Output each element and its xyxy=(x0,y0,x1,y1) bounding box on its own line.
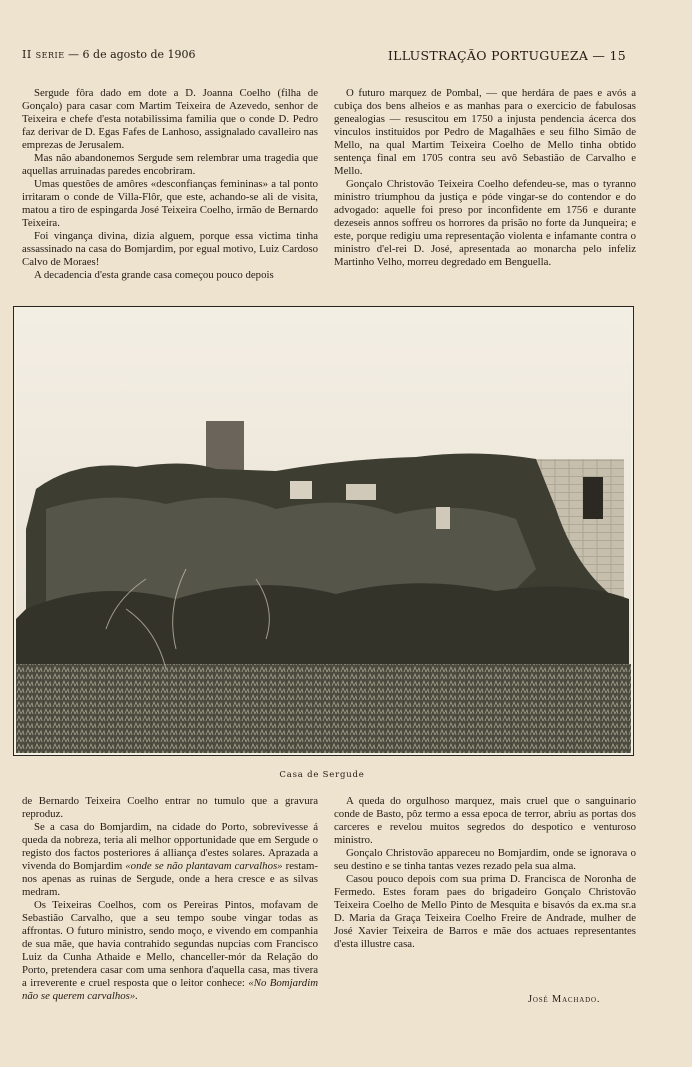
publication-title: ILLUSTRAÇÃO PORTUGUEZA — 15 xyxy=(387,48,626,63)
photo-frame xyxy=(13,306,634,756)
serie-label: II serie xyxy=(22,48,65,61)
paragraph: Sergude fôra dado em dote a D. Joanna Coelho (filha de Gonçalo) para casar com Martim Teixeira de Azevedo, senhor de Teixeira e chefe d'esta notabilissima familia que o conde D. Pedro faz derivar de D. Egas Fafes de Lanhoso, assignalado cavalleiro nas emprezas de Jerusalem. xyxy=(22,87,318,151)
paragraph: Mas não abandonemos Sergude sem relembrar uma tragedia que aquellas arruinadas paredes encobriram. xyxy=(22,152,318,177)
issue-info xyxy=(22,48,196,61)
paragraph: Umas questões de amôres «desconfianças femininas» a tal ponto irritaram o conde de Villa-Flôr, que este, achando-se ali de visita, matou a tiro de espingarda José Teixeira Coelho, irmão de Bernardo Teixeira. xyxy=(22,178,318,229)
paragraph: Gonçalo Christovão Teixeira Coelho defendeu-se, mas o tyranno ministro triumphou da justiça e póde vingar-se do contendor e do advogado: aquelle foi preso por inconfidente em 1756 e durante dezeseis annos soffreu os horrores da prisão no forte da Junqueira; e este, porque redigiu uma representação violenta e infamante contra o ministro d'el-rei D. José, apresentada ao monarcha pelo infeliz Martinho Velho, morreu degredado em Benguella. xyxy=(334,178,636,268)
paragraph xyxy=(22,821,318,899)
text-span: restam-nos apenas as ruinas de Sergude, onde a hera cresce e as silvas medram. xyxy=(22,860,318,898)
paragraph: A decadencia d'esta grande casa começou pouco depois xyxy=(34,269,274,281)
page-header xyxy=(22,48,626,68)
paragraph: Casou pouco depois com sua prima D. Francisca de Noronha de Fermedo. Estes foram paes do brigadeiro Gonçalo Christovão Teixeira Coelho de Mello Pinto de Mesquita e bisavós da ex.ma sr.a D. Maria da Graça Teixeira Coelho Freire de Andrade, mulher de José Xavier Teixeira de Barros e mãe dos actuaes representantes d'esta illustre casa. xyxy=(334,873,636,950)
author-signature: José Machado. xyxy=(528,994,601,1005)
paragraph xyxy=(22,899,318,1003)
issue-date: — 6 de agosto de 1906 xyxy=(68,48,196,61)
text-span: Se a casa do Bomjardim, na cidade do Porto, sobrevivesse á queda da nobreza, teria ali melhor opportunidade que em Sergude o registo dos factos posteriores á alliança d'estes solares. Aprazada a vivenda do Bomjardim xyxy=(22,821,318,872)
column-top-right xyxy=(334,87,636,269)
quote: «onde se não plantavam carvalhos» xyxy=(125,860,283,872)
paragraph: Foi vingança divina, dizia alguem, porque essa victima tinha assassinado na casa do Bomjardim, por egual motivo, Luiz Cardoso Calvo de Moraes! xyxy=(22,230,318,268)
paragraph: Gonçalo Christovão appareceu no Bomjardim, onde se ignorava o seu destino e se tinha tantas vezes rezado pela sua alma. xyxy=(334,847,636,872)
ruin-photograph xyxy=(16,309,631,753)
paragraph: O futuro marquez de Pombal, — que herdára de paes e avós a cubiça dos bens alheios e as manhas para o exercicio de fabulosas genealogias — resuscitou em 1750 a injusta pendencia ácerca dos vinculos instituidos por Pedro de Magalhães e seu filho Simão de Mello, na qual Martim Teixeira Coelho de Mello tinha obtido sentença final em 1705 contra seu avô Sebastião de Carvalho e Mello. xyxy=(334,87,636,177)
column-bottom-right xyxy=(334,795,636,951)
column-top-left xyxy=(22,87,318,282)
paragraph: de Bernardo Teixeira Coelho entrar no tumulo que a gravura reproduz. xyxy=(22,795,318,820)
photo-caption: Casa de Sergude xyxy=(279,770,365,780)
text-span: Os Teixeiras Coelhos, com os Pereiras Pintos, mofavam de Sebastião Carvalho, que a seu tempo soube vingar todas as affrontas. O futuro ministro, sendo moço, e vivendo em companhia de sua mãe, que havia contrahido segundas nupcias com Francisco Luiz da Cunha Athaide e Mello, chanceller-mór da Relação do Porto, pretendera casar com uma senhora d'aquella casa, mas tivera a irreverente e cruel resposta que o leitor conhece: xyxy=(22,899,318,989)
paragraph: A queda do orgulhoso marquez, mais cruel que o sanguinario conde de Basto, pôz termo a essa epoca de terror, abriu as portas dos carceres e revelou muitos segredos do despotico e venturoso ministro. xyxy=(334,795,636,846)
column-bottom-left xyxy=(22,795,318,1003)
quote: «No Bomjardim não se querem carvalhos». xyxy=(22,977,318,1002)
